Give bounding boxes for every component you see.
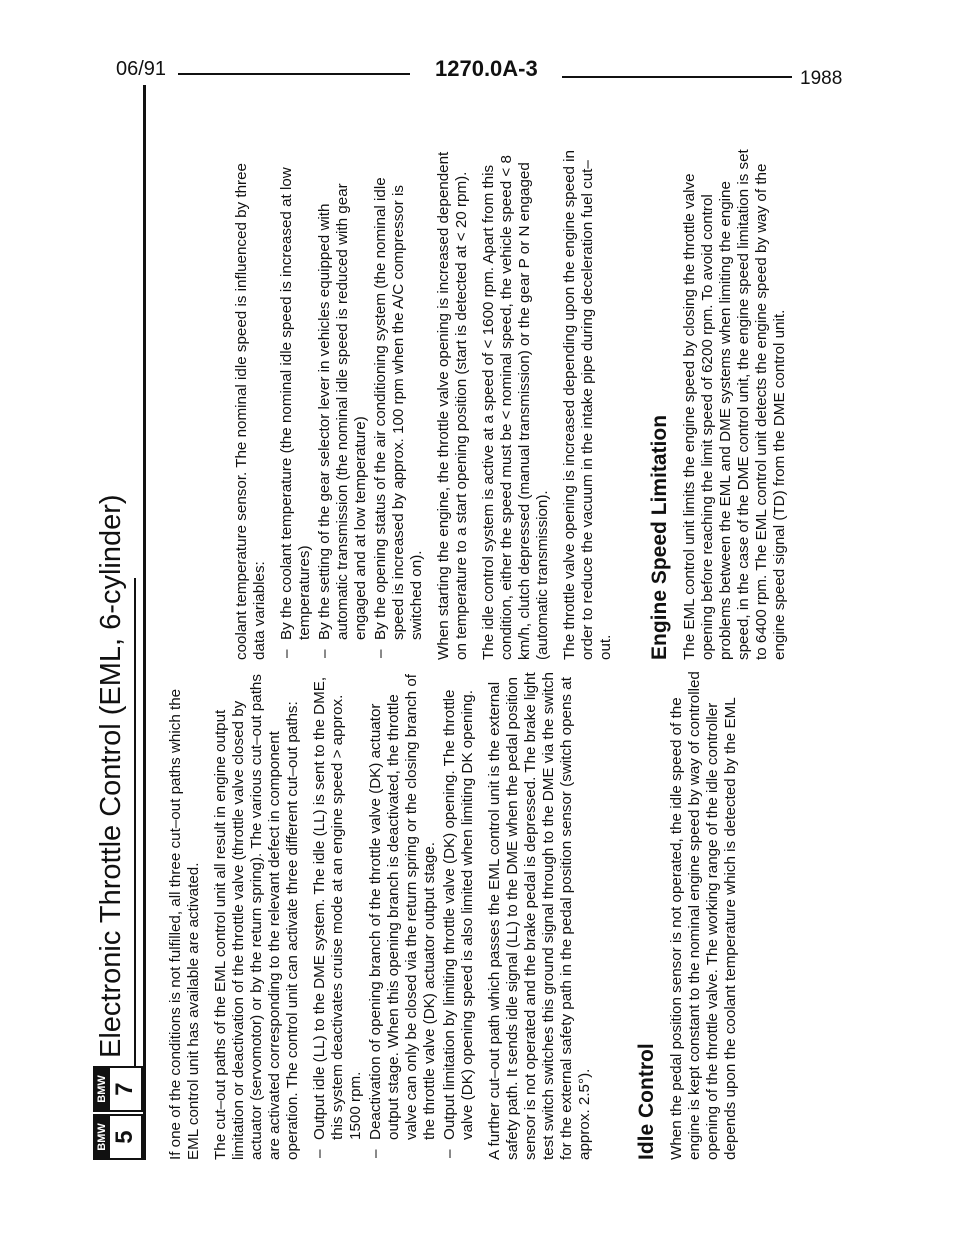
list-item: – By the setting of the gear selector lever in vehicles equipped with automatic transmission (the nominal idle speed is reduced with gear engaged and at low temperature) (316, 135, 370, 660)
left-column (167, 670, 749, 1160)
list-item: – By the coolant temperature (the nominal idle speed is increased at low temperatures) (278, 135, 314, 660)
cut-out-path-list (311, 670, 477, 1160)
model-badge (93, 1114, 143, 1160)
header-doc-code: 1270.0A-3 (435, 56, 538, 81)
badge-brand: BMW (95, 1068, 110, 1110)
paragraph: A further cut–out path which passes the EML control unit is the external safety path. It sends idle signal (LL) to the DME when the pedal position sensor is not operated and the brake pedal is depressed. The brake light test switch switches this ground signal through to the DME via the switch for the external safety path in the pedal position sensor (switch opens at approx. 2.5°). (486, 672, 593, 1160)
badge-number: 7 (111, 1082, 138, 1096)
title-underline (134, 578, 136, 1068)
rotated-page-content (85, 85, 925, 1160)
model-badges (93, 1064, 143, 1160)
model-badge (93, 1066, 143, 1112)
badge-number: 5 (111, 1130, 138, 1144)
section-heading-idle-control: Idle Control (635, 1043, 658, 1160)
header-year: 1988 (800, 68, 843, 89)
paragraph: The throttle valve opening is increased depending upon the engine speed in order to reduce the vacuum in the intake pipe during deceleration fuel cut–out. (561, 150, 614, 660)
list-item: – By the opening status of the air conditioning system (the nominal idle speed is increased by approx. 100 rpm when the A/C compressor is switched on). (372, 135, 426, 660)
section-heading-engine-speed-limitation: Engine Speed Limitation (648, 414, 671, 660)
header-date: 06/91 (116, 58, 167, 80)
paragraph: When starting the engine, the throttle valve opening is increased dependent on temperature to a start opening position (start is detected at < 20 rpm). (435, 151, 470, 660)
header-rule-left (178, 73, 410, 75)
header-rule-right (562, 76, 792, 78)
paragraph: If one of the conditions is not fulfilled, all three cut–out paths which the EML control unit has available are activated. (167, 688, 202, 1160)
right-column (233, 135, 798, 660)
list-item: – Output limitation by limiting throttle valve (DK) opening. The throttle valve (DK) opening speed is also limited when limiting DK opening. (441, 670, 477, 1160)
paragraph: The EML control unit limits the engine speed by closing the throttle valve opening before reaching the limit speed of 6200 rpm. To avoid control problems between the EML and DME systems when limiting the engine speed, in the case of the DME control unit, the engine speed limitation is set to 6400 rpm. The EML control unit detects the engine speed by way of the engine speed signal (TD) from the DME control unit. (681, 149, 788, 660)
list-item: – Deactivation of opening branch of the throttle valve (DK) actuator output stage. When this opening branch is deactivated, the throttle valve can only be closed via the return spring or the closing branch of the throttle valve (DK) actuator output stage. (367, 670, 439, 1160)
paragraph: The cut–out paths of the EML control unit all result in engine output limitation or deactivation of the throttle valve (throttle valve closed by actuator (servomotor) or by the return spring). The various cut–out paths are activated corresponding to the relevant defect in component operation. The control unit can activate three different cut–out paths: (212, 674, 301, 1160)
data-variable-list (278, 135, 426, 660)
page-title: Electronic Throttle Control (EML, 6-cylinder) (95, 494, 127, 1058)
list-item: – Output idle (LL) to the DME system. The idle (LL) is sent to the DME, this system deactivates cruise mode at an engine speed > approx. 1500 rpm. (311, 670, 365, 1160)
paragraph: When the pedal position sensor is not operated, the idle speed of the engine is kept constant to the nominal engine speed by way of controlled opening of the throttle valve. The working range of the idle controller depends upon the coolant temperature which is detected by the EML (668, 671, 739, 1160)
badge-brand: BMW (95, 1116, 110, 1158)
paragraph: The idle control system is active at a speed of < 1600 rpm. Apart from this condition, either the speed must be < nominal speed, the vehicle speed < 8 km/h, clutch depressed (manual transmission) or the gear P or N engaged (automatic transmission). (480, 155, 551, 660)
paragraph: coolant temperature sensor. The nominal idle speed is influenced by three data variables: (233, 163, 268, 660)
